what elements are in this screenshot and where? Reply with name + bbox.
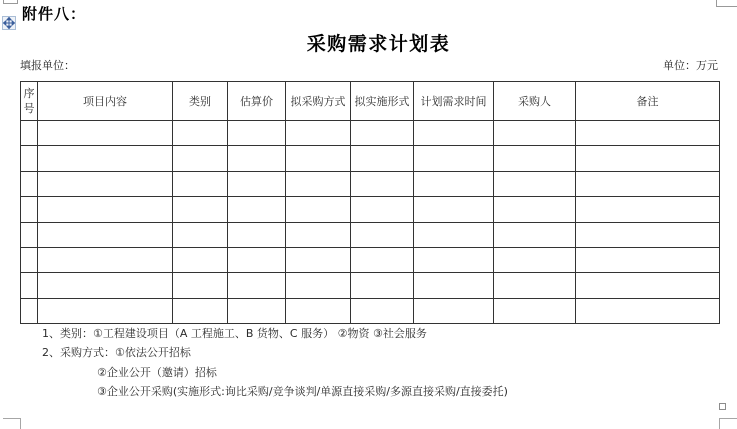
table-cell[interactable] [414, 273, 494, 298]
note-line-invited-bidding: ②企业公开（邀请）招标 [97, 365, 217, 379]
table-cell[interactable] [21, 222, 38, 247]
table-cell[interactable] [286, 146, 351, 171]
table-cell[interactable] [173, 121, 228, 146]
table-cell[interactable] [228, 121, 286, 146]
table-cell[interactable] [21, 273, 38, 298]
table-cell[interactable] [414, 197, 494, 222]
table-cell[interactable] [173, 247, 228, 272]
table-cell[interactable] [351, 171, 414, 196]
column-header-seq[interactable]: 序号 [21, 82, 38, 121]
table-cell[interactable] [21, 121, 38, 146]
table-cell[interactable] [494, 197, 576, 222]
column-header-purchaser[interactable]: 采购人 [494, 82, 576, 121]
table-row [21, 121, 720, 146]
table-cell[interactable] [286, 222, 351, 247]
table-header-row [21, 82, 720, 121]
fill-unit-label: 填报单位： [20, 59, 75, 72]
table-cell[interactable] [228, 197, 286, 222]
table-cell[interactable] [38, 146, 173, 171]
attachment-heading: 附件八： [22, 5, 87, 23]
cropped-ui-square-top-right [716, 0, 737, 7]
table-cell[interactable] [576, 146, 720, 171]
text-boundary-corner-left [3, 418, 21, 429]
table-cell[interactable] [38, 247, 173, 272]
table-cell[interactable] [576, 247, 720, 272]
table-cell[interactable] [173, 298, 228, 323]
table-cell[interactable] [351, 273, 414, 298]
table-cell[interactable] [21, 247, 38, 272]
table-move-handle[interactable] [2, 16, 16, 30]
table-cell[interactable] [414, 121, 494, 146]
table-cell[interactable] [494, 146, 576, 171]
table-cell[interactable] [494, 121, 576, 146]
table-cell[interactable] [351, 247, 414, 272]
table-cell[interactable] [414, 146, 494, 171]
table-cell[interactable] [494, 171, 576, 196]
table-cell[interactable] [38, 171, 173, 196]
table-cell[interactable] [576, 171, 720, 196]
column-header-project-content[interactable]: 项目内容 [38, 82, 173, 121]
table-cell[interactable] [173, 146, 228, 171]
table-cell[interactable] [228, 247, 286, 272]
table-cell[interactable] [21, 171, 38, 196]
column-header-estimated-price[interactable]: 估算价 [228, 82, 286, 121]
table-cell[interactable] [414, 247, 494, 272]
table-cell[interactable] [351, 222, 414, 247]
table-cell[interactable] [38, 197, 173, 222]
table-row [21, 197, 720, 222]
table-row [21, 298, 720, 323]
table-cell[interactable] [228, 222, 286, 247]
table-row [21, 247, 720, 272]
table-cell[interactable] [228, 273, 286, 298]
table-cell[interactable] [494, 298, 576, 323]
table-cell[interactable] [286, 273, 351, 298]
table-cell[interactable] [414, 222, 494, 247]
table-cell[interactable] [576, 121, 720, 146]
table-cell[interactable] [351, 146, 414, 171]
page-title: 采购需求计划表 [306, 33, 451, 55]
note-line-open-procurement: ③企业公开采购(实施形式:询比采购/竞争谈判/单源直接采购/多源直接采购/直接委托) [97, 384, 508, 398]
column-header-category[interactable]: 类别 [173, 82, 228, 121]
table-cell[interactable] [286, 197, 351, 222]
table-cell[interactable] [38, 273, 173, 298]
table-row [21, 146, 720, 171]
unit-label: 单位：万元 [663, 59, 718, 72]
table-cell[interactable] [576, 222, 720, 247]
note-line-procurement-method: 2、采购方式：①依法公开招标 [42, 346, 191, 360]
table-cell[interactable] [494, 247, 576, 272]
cropped-ui-square-top-left [3, 0, 18, 4]
table-cell[interactable] [173, 222, 228, 247]
table-cell[interactable] [21, 298, 38, 323]
table-cell[interactable] [494, 273, 576, 298]
page-marker-square [719, 403, 726, 410]
column-header-procurement-method[interactable]: 拟采购方式 [286, 82, 351, 121]
move-icon [3, 17, 15, 29]
table-cell[interactable] [228, 146, 286, 171]
text-boundary-corner-right [719, 418, 737, 429]
table-cell[interactable] [21, 197, 38, 222]
table-cell[interactable] [173, 171, 228, 196]
table-cell[interactable] [576, 273, 720, 298]
table-cell[interactable] [173, 273, 228, 298]
table-cell[interactable] [173, 197, 228, 222]
procurement-plan-table [20, 81, 720, 324]
table-cell[interactable] [228, 171, 286, 196]
table-cell[interactable] [576, 197, 720, 222]
table-cell[interactable] [286, 121, 351, 146]
table-row [21, 171, 720, 196]
table-cell[interactable] [38, 222, 173, 247]
table-body [21, 121, 720, 324]
note-line-category: 1、类别：①工程建设项目（A 工程施工、B 货物、C 服务） ②物资 ③社会服务 [42, 327, 427, 340]
table-cell[interactable] [228, 298, 286, 323]
table-cell[interactable] [38, 121, 173, 146]
table-cell[interactable] [351, 197, 414, 222]
table-cell[interactable] [351, 298, 414, 323]
column-header-implementation-form[interactable]: 拟实施形式 [351, 82, 414, 121]
table-cell[interactable] [351, 121, 414, 146]
table-cell[interactable] [38, 298, 173, 323]
table-cell[interactable] [21, 146, 38, 171]
footnotes [42, 324, 508, 401]
table-cell[interactable] [576, 298, 720, 323]
column-header-remarks[interactable]: 备注 [576, 82, 720, 121]
column-header-planned-demand-time[interactable]: 计划需求时间 [414, 82, 494, 121]
table-cell[interactable] [286, 298, 351, 323]
table-cell[interactable] [286, 247, 351, 272]
table-cell[interactable] [494, 222, 576, 247]
table-cell[interactable] [414, 171, 494, 196]
table-cell[interactable] [414, 298, 494, 323]
table-cell[interactable] [286, 171, 351, 196]
table-row [21, 273, 720, 298]
table-row [21, 222, 720, 247]
